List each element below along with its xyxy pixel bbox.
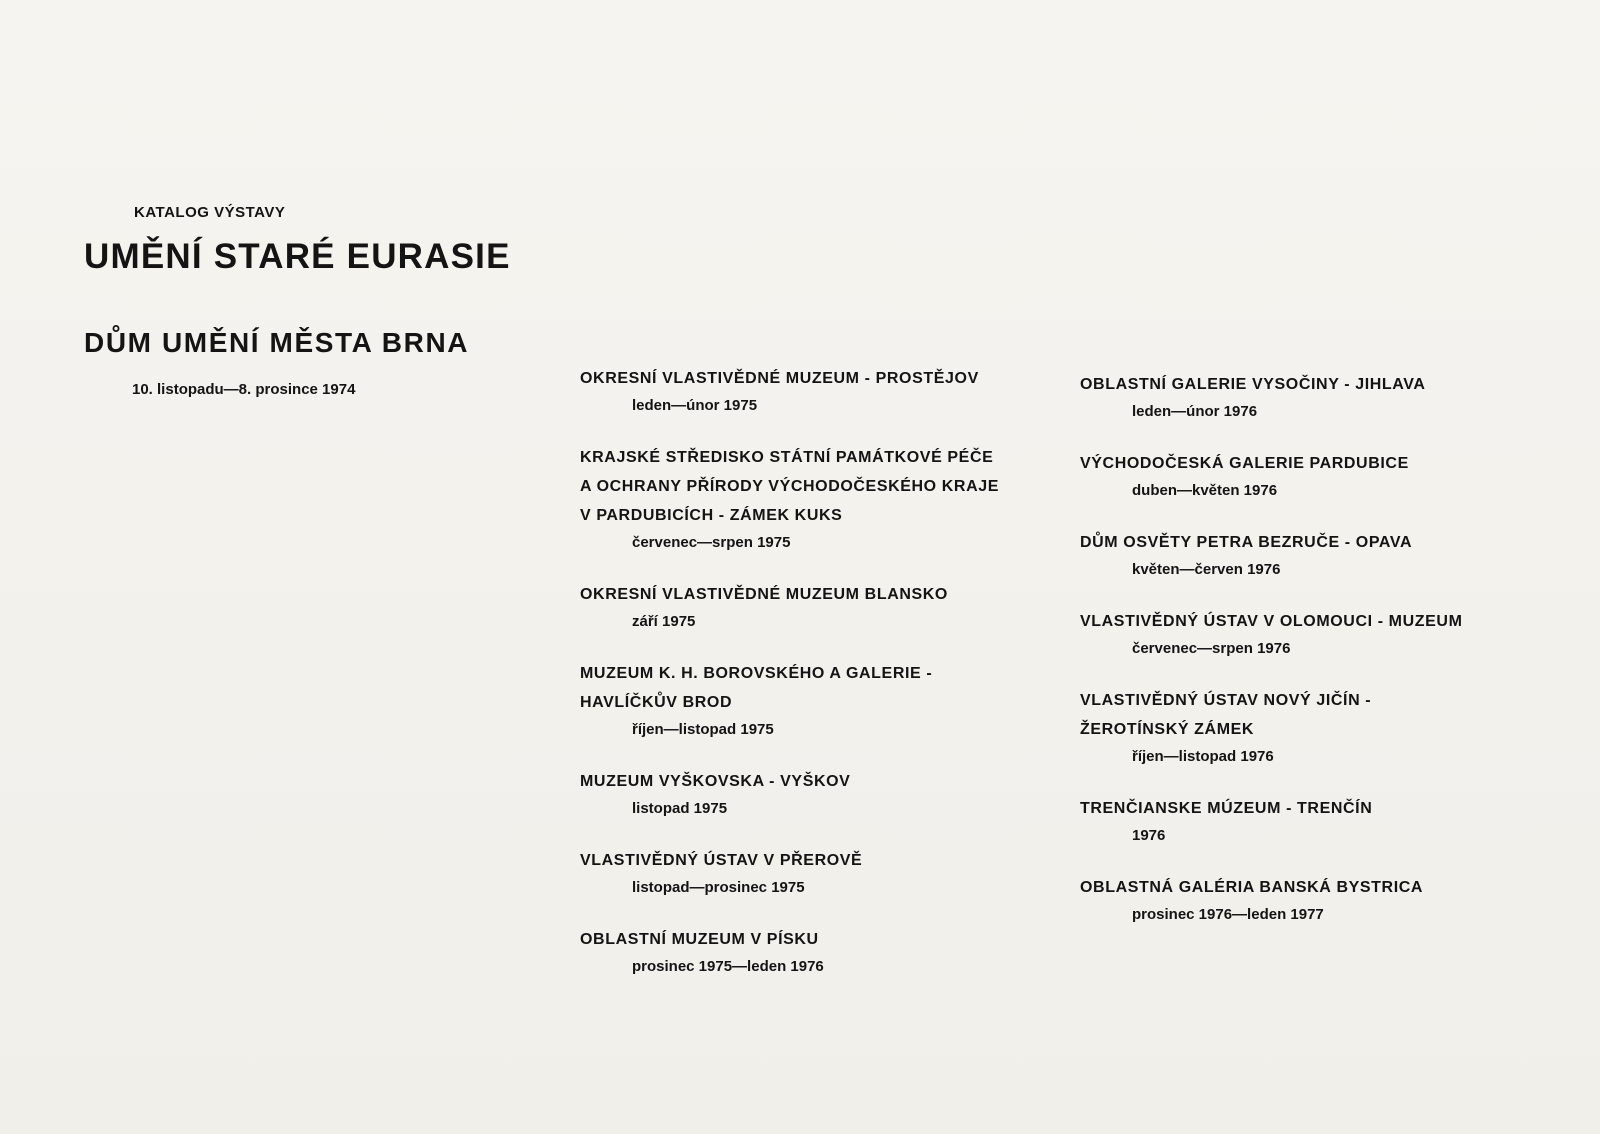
venue-name-line: OKRESNÍ VLASTIVĚDNÉ MUZEUM BLANSKO [580, 586, 948, 603]
venue-entry [1080, 370, 1550, 425]
venue-entry [580, 364, 1050, 419]
venue-period: prosinec 1976—leden 1977 [1132, 906, 1324, 923]
venue-entry [580, 767, 1050, 822]
venue-entry [580, 846, 1050, 901]
catalog-label: KATALOG VÝSTAVY [134, 204, 286, 221]
exhibit-title: UMĚNÍ STARÉ EURASIE [84, 237, 511, 276]
venue-period: listopad—prosinec 1975 [632, 879, 805, 896]
venue-entry [580, 443, 1050, 556]
venue-name-line: OBLASTNÍ MUZEUM V PÍSKU [580, 931, 819, 948]
venue-name-line: MUZEUM VYŠKOVSKA - VYŠKOV [580, 773, 851, 790]
venue-entry [1080, 528, 1550, 583]
venue-period: 1976 [1132, 827, 1166, 844]
venue-period: říjen—listopad 1975 [632, 721, 774, 738]
venue-name-line: DŮM OSVĚTY PETRA BEZRUČE - OPAVA [1080, 534, 1413, 551]
venue-list-column-2 [1080, 370, 1550, 952]
venue-entry [580, 580, 1050, 635]
venue-name-line: MUZEUM K. H. BOROVSKÉHO A GALERIE - [580, 665, 933, 682]
venue-name-line: VÝCHODOČESKÁ GALERIE PARDUBICE [1080, 455, 1409, 472]
exhibition-header [84, 204, 554, 398]
venue-name-line: VLASTIVĚDNÝ ÚSTAV V OLOMOUCI - MUZEUM [1080, 613, 1463, 630]
venue-period: prosinec 1975—leden 1976 [632, 958, 824, 975]
venue-name-line: OBLASTNÁ GALÉRIA BANSKÁ BYSTRICA [1080, 879, 1424, 896]
venue-period: duben—květen 1976 [1132, 482, 1278, 499]
venue-name-line: OKRESNÍ VLASTIVĚDNÉ MUZEUM - PROSTĚJOV [580, 370, 979, 387]
venue-entry [1080, 873, 1550, 928]
venue-entry [580, 659, 1050, 743]
venue-name-line: ŽEROTÍNSKÝ ZÁMEK [1080, 721, 1255, 738]
venue-entry [580, 925, 1050, 980]
venue-period: září 1975 [632, 613, 696, 630]
venue-entry [1080, 449, 1550, 504]
venue-name-line: KRAJSKÉ STŘEDISKO STÁTNÍ PAMÁTKOVÉ PÉČE [580, 449, 994, 466]
venue-name-line: HAVLÍČKŮV BROD [580, 694, 733, 711]
venue-period: říjen—listopad 1976 [1132, 748, 1274, 765]
venue-name-line: A OCHRANY PŘÍRODY VÝCHODOČESKÉHO KRAJE [580, 478, 1000, 495]
main-venue-name: DŮM UMĚNÍ MĚSTA BRNA [84, 327, 470, 358]
venue-name-line: VLASTIVĚDNÝ ÚSTAV V PŘEROVĚ [580, 852, 863, 869]
venue-name-line: TRENČIANSKE MÚZEUM - TRENČÍN [1080, 800, 1373, 817]
venue-entry [1080, 686, 1550, 770]
venue-list-column-1 [580, 364, 1050, 1004]
venue-name-line: VLASTIVĚDNÝ ÚSTAV NOVÝ JIČÍN - [1080, 692, 1372, 709]
main-venue-dates: 10. listopadu—8. prosince 1974 [132, 381, 356, 398]
venue-name-line: OBLASTNÍ GALERIE VYSOČINY - JIHLAVA [1080, 376, 1426, 393]
venue-period: červenec—srpen 1976 [1132, 640, 1291, 657]
venue-period: leden—únor 1975 [632, 397, 758, 414]
venue-entry [1080, 607, 1550, 662]
venue-period: leden—únor 1976 [1132, 403, 1258, 420]
venue-name-line: V PARDUBICÍCH - ZÁMEK KUKS [580, 507, 843, 524]
venue-period: listopad 1975 [632, 800, 728, 817]
venue-period: červenec—srpen 1975 [632, 534, 791, 551]
venue-entry [1080, 794, 1550, 849]
venue-period: květen—červen 1976 [1132, 561, 1281, 578]
